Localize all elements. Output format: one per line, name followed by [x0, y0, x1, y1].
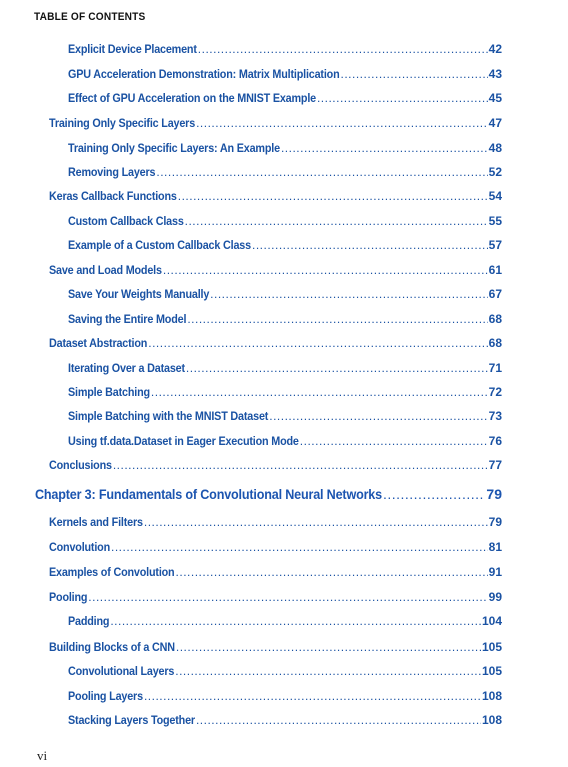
toc-entry-title: Save and Load Models — [49, 263, 162, 277]
toc-entry-title: Custom Callback Class — [68, 214, 184, 228]
toc-entry[interactable] — [68, 165, 502, 179]
toc-dot-leader — [281, 141, 488, 155]
toc-entry[interactable] — [49, 263, 502, 277]
toc-entry-title: Removing Layers — [68, 165, 156, 179]
toc-entry[interactable] — [49, 116, 502, 130]
toc-entry-title: Convolution — [49, 540, 111, 554]
toc-entry-page-number: 43 — [488, 67, 502, 81]
toc-dot-leader — [110, 614, 481, 628]
toc-entry-page-number: 91 — [488, 565, 502, 579]
toc-entry-page-number: 77 — [488, 458, 502, 472]
toc-entry-title: Using tf.data.Dataset in Eager Execution Mode — [68, 434, 299, 448]
toc-dot-leader — [178, 189, 488, 203]
toc-entry[interactable] — [49, 640, 502, 654]
toc-entry-page-number: 108 — [481, 713, 502, 727]
toc-dot-leader — [111, 540, 488, 554]
toc-entry-title: Example of a Custom Callback Class — [68, 238, 251, 252]
toc-entry[interactable] — [49, 565, 502, 579]
toc-entry-page-number: 108 — [481, 689, 502, 703]
toc-entry-title: Examples of Convolution — [49, 565, 175, 579]
toc-entry[interactable] — [49, 590, 502, 604]
toc-dot-leader — [210, 287, 487, 301]
toc-dot-leader — [383, 486, 485, 502]
toc-dot-leader — [176, 565, 488, 579]
toc-entry-title: Chapter 3: Fundamentals of Convolutional Neural Networks — [35, 486, 382, 502]
toc-dot-leader — [317, 91, 488, 105]
toc-entry-title: Training Only Specific Layers: An Example — [68, 141, 280, 155]
toc-entry[interactable] — [68, 664, 502, 678]
toc-entry[interactable] — [68, 614, 502, 628]
toc-entry-title: Building Blocks of a CNN — [49, 640, 175, 654]
toc-entry[interactable] — [68, 238, 502, 252]
toc-entry-page-number: 68 — [488, 312, 502, 326]
toc-entry-page-number: 68 — [488, 336, 502, 350]
toc-entry[interactable] — [68, 385, 502, 399]
toc-entry-page-number: 57 — [488, 238, 502, 252]
toc-dot-leader — [269, 409, 487, 423]
toc-dot-leader — [300, 434, 488, 448]
toc-entry-title: Kernels and Filters — [49, 515, 143, 529]
toc-entry[interactable] — [49, 515, 502, 529]
toc-entry[interactable] — [68, 287, 502, 301]
toc-entry-title: Iterating Over a Dataset — [68, 361, 185, 375]
toc-entry-title: Save Your Weights Manually — [68, 287, 210, 301]
toc-entry[interactable] — [49, 336, 502, 350]
toc-entry-page-number: 48 — [488, 141, 502, 155]
toc-dot-leader — [88, 590, 487, 604]
toc-entry-page-number: 55 — [488, 214, 502, 228]
toc-entry-title: Convolutional Layers — [68, 664, 175, 678]
toc-dot-leader — [187, 312, 487, 326]
toc-entry[interactable] — [68, 713, 502, 727]
toc-entry-page-number: 105 — [481, 640, 502, 654]
toc-entry-title: Effect of GPU Acceleration on the MNIST Example — [68, 91, 316, 105]
toc-entry-page-number: 99 — [488, 590, 502, 604]
toc-entry-page-number: 67 — [488, 287, 502, 301]
running-head: TABLE OF CONTENTS — [34, 11, 146, 23]
toc-entry-page-number: 42 — [488, 42, 502, 56]
toc-entry-page-number: 72 — [488, 385, 502, 399]
toc-entry-title: Saving the Entire Model — [68, 312, 187, 326]
toc-dot-leader — [151, 385, 488, 399]
toc-entry-page-number: 76 — [488, 434, 502, 448]
toc-entry-page-number: 73 — [488, 409, 502, 423]
toc-entry-title: Pooling — [49, 590, 88, 604]
toc-dot-leader — [186, 361, 488, 375]
toc-entry[interactable] — [49, 540, 502, 554]
toc-dot-leader — [196, 713, 481, 727]
toc-dot-leader — [148, 336, 487, 350]
toc-dot-leader — [144, 515, 488, 529]
toc-entry-title: GPU Acceleration Demonstration: Matrix Multiplication — [68, 67, 340, 81]
toc-dot-leader — [340, 67, 487, 81]
toc-entry-title: Training Only Specific Layers — [49, 116, 196, 130]
toc-entry-page-number: 104 — [481, 614, 502, 628]
toc-entry-page-number: 54 — [488, 189, 502, 203]
toc-entry-title: Pooling Layers — [68, 689, 143, 703]
toc-entry[interactable] — [68, 141, 502, 155]
toc-dot-leader — [175, 664, 481, 678]
toc-dot-leader — [156, 165, 487, 179]
toc-dot-leader — [176, 640, 481, 654]
toc-entry-title: Padding — [68, 614, 110, 628]
toc-entry[interactable] — [68, 434, 502, 448]
toc-entry-title: Dataset Abstraction — [49, 336, 148, 350]
toc-entry-title: Explicit Device Placement — [68, 42, 197, 56]
toc-entry-page-number: 45 — [488, 91, 502, 105]
toc-entry-title: Simple Batching with the MNIST Dataset — [68, 409, 269, 423]
toc-entry-page-number: 61 — [488, 263, 502, 277]
toc-entry-title: Stacking Layers Together — [68, 713, 195, 727]
toc-entry-page-number: 52 — [488, 165, 502, 179]
toc-dot-leader — [144, 689, 481, 703]
toc-entry-page-number: 79 — [486, 486, 502, 502]
toc-entry-page-number: 71 — [488, 361, 502, 375]
toc-entry-page-number: 79 — [488, 515, 502, 529]
toc-entry[interactable] — [49, 458, 502, 472]
toc-entry[interactable] — [68, 214, 502, 228]
toc-entry[interactable] — [49, 189, 502, 203]
toc-entry[interactable] — [68, 42, 502, 56]
toc-dot-leader — [113, 458, 488, 472]
toc-entry[interactable] — [68, 689, 502, 703]
toc-dot-leader — [196, 116, 488, 130]
toc-entry-title: Keras Callback Functions — [49, 189, 177, 203]
toc-dot-leader — [198, 42, 488, 56]
toc-entry-page-number: 81 — [488, 540, 502, 554]
toc-entry-title: Simple Batching — [68, 385, 150, 399]
toc-entry[interactable] — [68, 67, 502, 81]
toc-entry-title: Conclusions — [49, 458, 112, 472]
page-folio: vi — [37, 748, 48, 763]
toc-chapter-entry[interactable] — [35, 486, 502, 502]
toc-dot-leader — [185, 214, 488, 228]
toc-entry[interactable] — [68, 409, 502, 423]
toc-dot-leader — [252, 238, 488, 252]
toc-entry[interactable] — [68, 361, 502, 375]
toc-entry[interactable] — [68, 312, 502, 326]
toc-entry-page-number: 105 — [481, 664, 502, 678]
toc-dot-leader — [163, 263, 488, 277]
toc-entry-page-number: 47 — [488, 116, 502, 130]
toc-entry[interactable] — [68, 91, 502, 105]
